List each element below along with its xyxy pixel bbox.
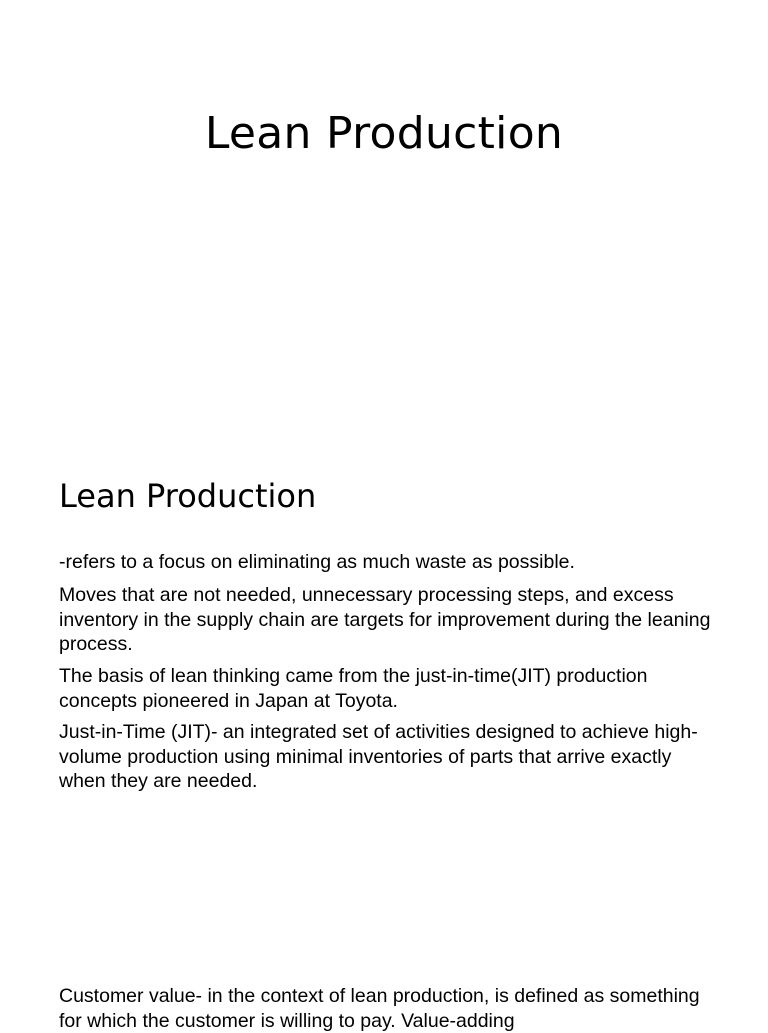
paragraph-definition: -refers to a focus on eliminating as much waste as possible. xyxy=(59,551,575,573)
paragraph-customer-value: Customer value- in the context of lean production, is defined as something for which the customer is willing to pay. Value-adding xyxy=(59,985,700,1032)
slide-title: Lean Production xyxy=(204,108,564,159)
paragraph-toyota-origin: The basis of lean thinking came from the just-in-time(JIT) production concepts pioneered in Japan at Toyota. xyxy=(59,665,648,712)
title-slide xyxy=(0,0,768,440)
paragraph-waste-targets: Moves that are not needed, unnecessary processing steps, and excess inventory in the supply chain are targets for improvement during the leaning process. xyxy=(59,584,711,655)
paragraph-jit-definition: Just-in-Time (JIT)- an integrated set of activities designed to achieve high-volume production using minimal inventories of parts that arrive exactly when they are needed. xyxy=(59,721,698,792)
slide-heading: Lean Production xyxy=(59,477,317,515)
